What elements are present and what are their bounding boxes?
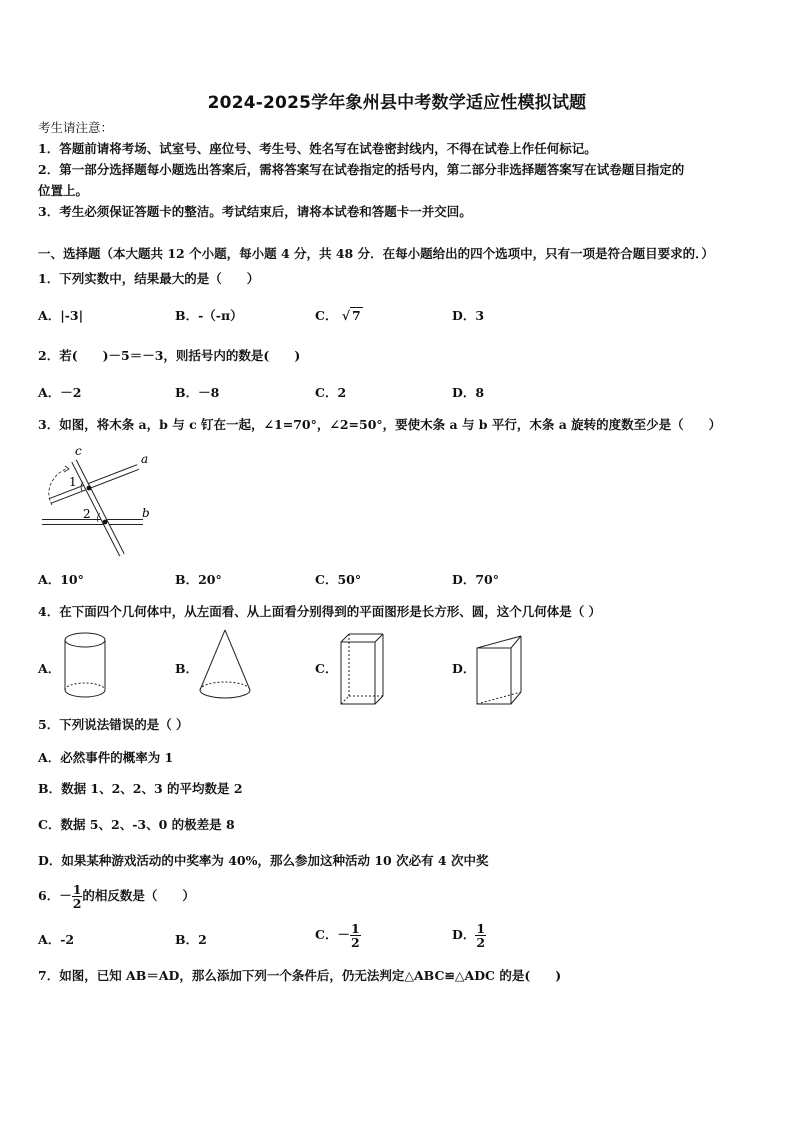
q6-option-d-fraction (475, 922, 486, 949)
q6-d-num: 1 (476, 921, 486, 936)
label-angle-2: 2 (83, 507, 91, 521)
q3-option-c: C．50° (315, 572, 362, 587)
q6-stem (38, 883, 195, 913)
label-b: b (142, 506, 150, 520)
q5-option-a: A．必然事件的概率为 1 (38, 750, 174, 765)
cone-figure (195, 626, 255, 704)
notice-heading: 考生请注意： (38, 120, 114, 135)
q3-option-b: B．20° (175, 572, 222, 587)
notice-item-1: 1．答题前请将考场、试室号、座位号、考生号、姓名写在试卷密封线内，不得在试卷上作任何标记。 (38, 141, 597, 156)
q6-c-den: 2 (350, 935, 360, 950)
q7-stem: 7．如图，已知 AB＝AD，那么添加下列一个条件后，仍无法判定△ABC≌△ADC 的是( ) (38, 968, 562, 983)
q1-option-b: B．-（-π） (175, 308, 243, 323)
q1-option-c-label: C． (315, 308, 338, 323)
q6-option-a: A．-2 (38, 932, 75, 947)
q4-stem: 4．在下面四个几何体中，从左面看、从上面看分别得到的平面图形是长方形、圆，这个几何体是（ ） (38, 604, 602, 619)
q6-c-num: 1 (350, 921, 360, 936)
q4-option-d: D． (452, 661, 476, 676)
q1-option-a: A．|-3| (38, 308, 84, 323)
q4-option-a: A． (38, 661, 61, 676)
q2-option-c: C．2 (315, 385, 347, 400)
cylinder-figure (60, 630, 110, 702)
q2-option-d: D．8 (452, 385, 485, 400)
q3-stem: 3．如图，将木条 a，b 与 c 钉在一起，∠1=70°，∠2=50°，要使木条 a 与 b 平行，木条 a 旋转的度数至少是（ ） (38, 417, 722, 432)
q6-option-b: B．2 (175, 932, 207, 947)
notice-item-2-cont: 位置上。 (38, 183, 89, 198)
q6-frac-num: 1 (72, 882, 82, 897)
notice-item-3: 3．考生必须保证答题卡的整洁。考试结束后，请将本试卷和答题卡一并交回。 (38, 204, 472, 219)
q2-stem: 2．若( )－5＝－3，则括号内的数是( ) (38, 348, 301, 363)
q4-option-b: B． (175, 661, 199, 676)
label-a: a (141, 452, 149, 466)
nail-bottom (103, 520, 108, 525)
q6-option-d (452, 922, 486, 949)
q1-stem: 1．下列实数中，结果最大的是（ ） (38, 271, 260, 286)
q5-stem: 5．下列说法错误的是（ ） (38, 717, 189, 732)
q2-option-a: A．－2 (38, 385, 82, 400)
section-heading: 一、选择题（本大题共 12 个小题，每小题 4 分，共 48 分．在每小题给出的四个选项中，只有一项是符合题目要求的．） (38, 246, 714, 261)
q6-option-c (315, 922, 361, 949)
q6-suffix: 的相反数是（ ） (82, 888, 195, 903)
q6-option-d-label: D． (452, 927, 476, 942)
q3-option-a: A．10° (38, 572, 84, 587)
q3-option-d: D．70° (452, 572, 499, 587)
q6-fraction (72, 883, 83, 910)
q6-frac-den: 2 (72, 896, 82, 911)
label-angle-1: 1 (69, 475, 77, 489)
q5-option-b: B．数据 1、2、2、3 的平均数是 2 (38, 781, 243, 796)
triangular-prism-figure (473, 630, 529, 710)
q1-option-d: D．3 (452, 308, 485, 323)
q1-option-c (315, 308, 363, 324)
page-title: 2024-2025学年象州县中考数学适应性模拟试题 (207, 93, 587, 113)
sqrt-radicand: 7 (352, 308, 361, 323)
q5-option-d: D．如果某种游戏活动的中奖率为 40%，那么参加这种活动 10 次必有 4 次中奖 (38, 853, 489, 868)
sqrt-seven (342, 308, 363, 324)
label-c: c (75, 444, 82, 458)
q6-prefix: 6．－ (38, 888, 72, 903)
q2-option-b: B．－8 (175, 385, 220, 400)
q3-figure (38, 443, 158, 558)
q5-option-c: C．数据 5、2、-3、0 的极差是 8 (38, 817, 235, 832)
q4-option-c: C． (315, 661, 338, 676)
q6-option-c-label: C．－ (315, 927, 350, 942)
q6-option-c-fraction (350, 922, 361, 949)
notice-item-2: 2．第一部分选择题每小题选出答案后，需将答案写在试卷指定的括号内，第二部分非选择题答案写在试卷题目指定的 (38, 162, 685, 177)
sqrt-sign: √ (341, 308, 351, 323)
prism-box-figure (337, 630, 387, 710)
nail-top (87, 486, 92, 491)
q6-d-den: 2 (476, 935, 486, 950)
